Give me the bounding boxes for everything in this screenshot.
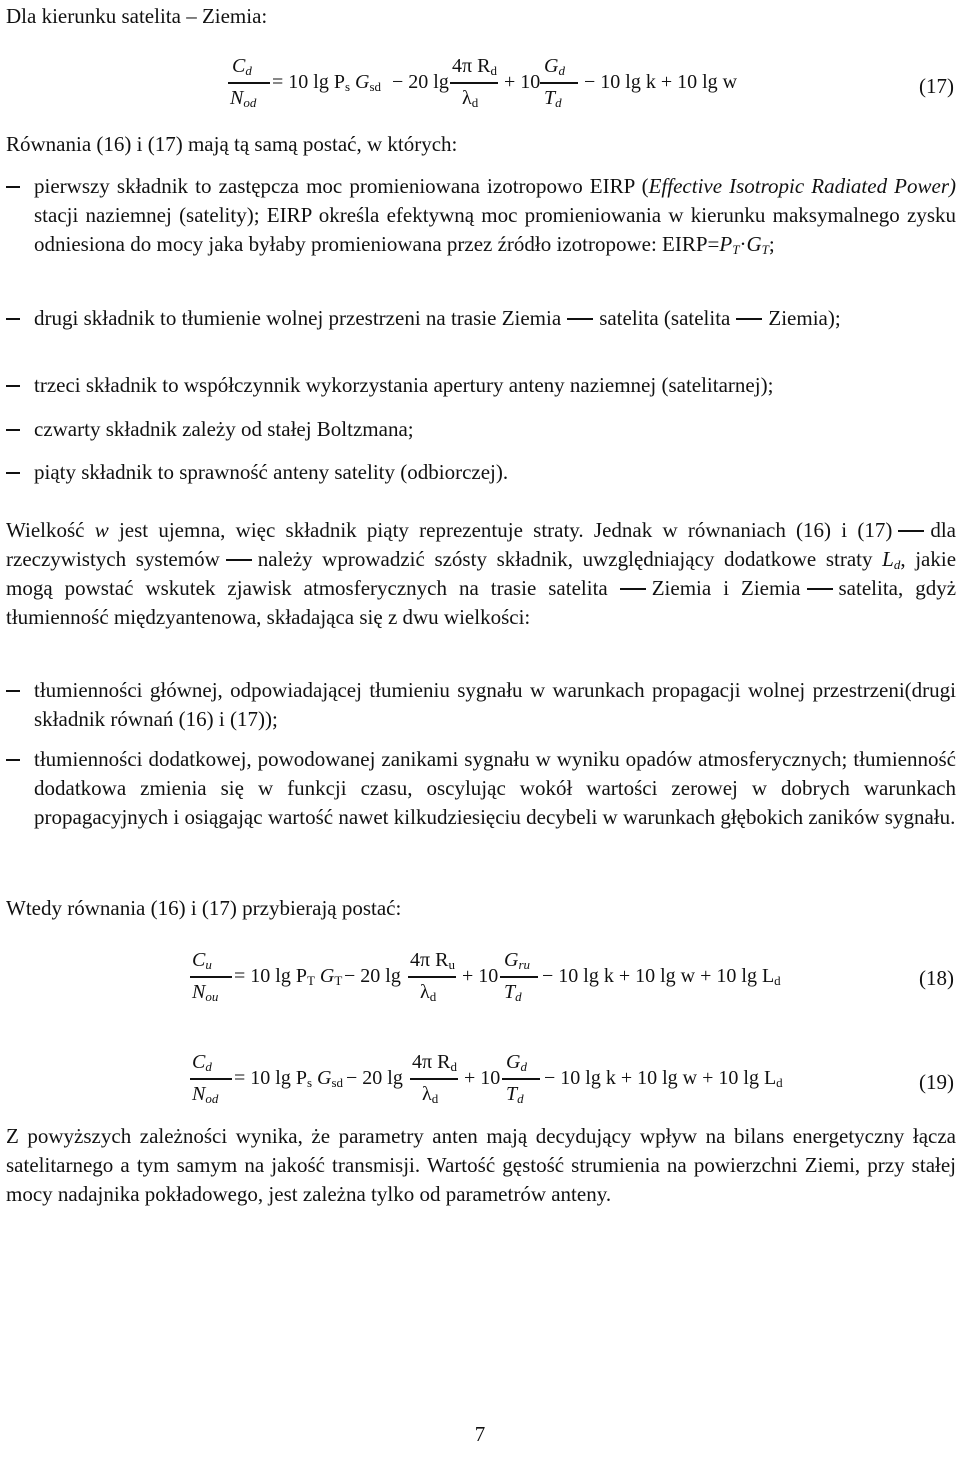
- list-item-text: trzeci składnik to współczynnik wykorzystania apertury anteny naziemnej (satelitarnej);: [34, 373, 774, 397]
- bullet-dash: [6, 676, 28, 705]
- eq19-frac3-den: $T_d$: [506, 1083, 524, 1106]
- eq17-frac2-den: $\lambda_d$: [462, 87, 479, 110]
- eq19-lhs-num: $C_d$: [192, 1051, 212, 1074]
- list-item-text: tłumienności dodatkowej, powodowanej zanikami sygnału w wyniku opadów atmosferycznych; tłumienność dodatkowa zmienia się w funkcji czasu, oscylując wokół wartości zerowej w dobrych warunkach propagacyjnych i osiągając wartość nawet kilkudziesięciu decybeli w warunkach głębokich zaników sygnału.: [34, 747, 956, 829]
- bullet-dash: [6, 172, 28, 201]
- para-w: Wielkość w jest ujemna, więc składnik piąty reprezentuje straty. Jednak w równaniach (16) i (17) dla rzeczywistych systemów należy wprowadzić szósty składnik, uwzględniający dodatkowe straty $L_d$, jakie mogą powstać wskutek zjawisk atmosferycznych na trasie satelita Ziemia i Ziemia satelita, gdyż tłumienność międzyantenowa, składająca się z dwu wielkości:: [6, 518, 957, 629]
- eq18-term2: − 20 lg: [344, 965, 401, 987]
- para-same-form: Równania (16) i (17) mają tą samą postać, w których:: [6, 132, 458, 156]
- eq18-term1: = 10 $\lg P_T$ $G_T$: [234, 965, 343, 988]
- eq17-term2: − 20 lg: [392, 71, 449, 93]
- eq18-frac2-num: 4π $R_u$: [410, 949, 455, 972]
- eq18-frac3-den: $T_d$: [504, 981, 522, 1004]
- equation-18: [0, 944, 960, 1014]
- eq17-term4: − 10 lg k + 10 lg w: [584, 71, 738, 93]
- eq17-term1: = 10 $\lg P_s$ $G_{sd}$: [272, 71, 382, 94]
- list-item-text: drugi składnik to tłumienie wolnej przestrzeni na trasie Ziemia satelita (satelita Ziemia);: [34, 306, 841, 330]
- para-then: Wtedy równania (16) i (17) przybierają postać:: [6, 896, 402, 920]
- eq17-term3: + 10: [504, 71, 541, 93]
- eq17-number: (17): [919, 74, 954, 98]
- bullet-dash: [6, 745, 28, 774]
- eq18-number: (18): [919, 966, 954, 990]
- list-item-text: tłumienności głównej, odpowiadającej tłumieniu sygnału w warunkach propagacji wolnej przestrzeni(drugi składnik równań (16) i (17));: [34, 678, 956, 731]
- eq18-term3: + 10: [462, 965, 499, 987]
- eq18-term4: − 10 lg k + 10 lg w + 10 $\lg L_d$: [542, 965, 781, 988]
- intro-line: Dla kierunku satelita – Ziemia:: [6, 4, 268, 28]
- eq18-lhs-den: $N_{ou}$: [192, 981, 219, 1004]
- eq17-lhs-den: $N_{od}$: [230, 87, 257, 110]
- eq17-frac3-num: $G_d$: [544, 55, 565, 78]
- eq17-frac3-den: $T_d$: [544, 87, 562, 110]
- eq19-term4: − 10 lg k + 10 lg w + 10 $\lg L_d$: [544, 1067, 783, 1090]
- eq18-frac2-den: $\lambda_d$: [420, 981, 437, 1004]
- bullet-dash: [6, 415, 28, 444]
- list-item: [0, 676, 960, 734]
- bullet-dash: [6, 458, 28, 487]
- list-item-text: piąty składnik to sprawność anteny satelity (odbiorczej).: [34, 460, 509, 484]
- eq17-lhs-num: $C_d$: [232, 55, 252, 78]
- eq19-frac2-num: 4π $R_d$: [412, 1051, 457, 1074]
- page-number: 7: [474, 1422, 486, 1446]
- equation-19: [0, 1046, 960, 1116]
- eq19-term3: + 10: [464, 1067, 501, 1089]
- eq19-frac3-num: $G_d$: [506, 1051, 527, 1074]
- list-item: [0, 745, 960, 865]
- bullet-dash: [6, 304, 28, 333]
- eq18-frac3-num: $G_{ru}$: [504, 949, 531, 972]
- eq17-frac2-num: 4π $R_d$: [452, 55, 497, 78]
- eq19-number: (19): [919, 1070, 954, 1094]
- list-item-text: pierwszy składnik to zastępcza moc promieniowana izotropowo EIRP (Effective Isotropic Radiated Power) stacji naziemnej (satelity); EIRP określa efektywną moc promieniowania w kierunku maksymalnego zysku odniesiona do mocy jaka byłaby promieniowana przez źródło izotropowe: $EIRP=P_T\cdot G_T$;: [34, 174, 956, 257]
- list-item-text: czwarty składnik zależy od stałej Boltzmana;: [34, 417, 414, 441]
- equation-17: [0, 50, 960, 120]
- para-final: Z powyższych zależności wynika, że parametry anten mają decydujący wpływ na bilans energetyczny łącza satelitarnego a tym samym na jakość transmisji. Wartość gęstość strumienia na powierzchni Ziemi, przy stałej mocy nadajnika pokładowego, jest zależna tylko od parametrów anteny.: [6, 1124, 956, 1206]
- eq18-lhs-num: $C_u$: [192, 949, 212, 972]
- eq19-frac2-den: $\lambda_d$: [422, 1083, 439, 1106]
- bullet-dash: [6, 371, 28, 400]
- eq19-term2: − 20 lg: [346, 1067, 403, 1089]
- eq19-term1: = 10 $\lg P_s$ $G_{sd}$: [234, 1067, 344, 1090]
- list-item: [0, 172, 960, 288]
- eq19-lhs-den: $N_{od}$: [192, 1083, 219, 1106]
- list-item: [0, 304, 960, 362]
